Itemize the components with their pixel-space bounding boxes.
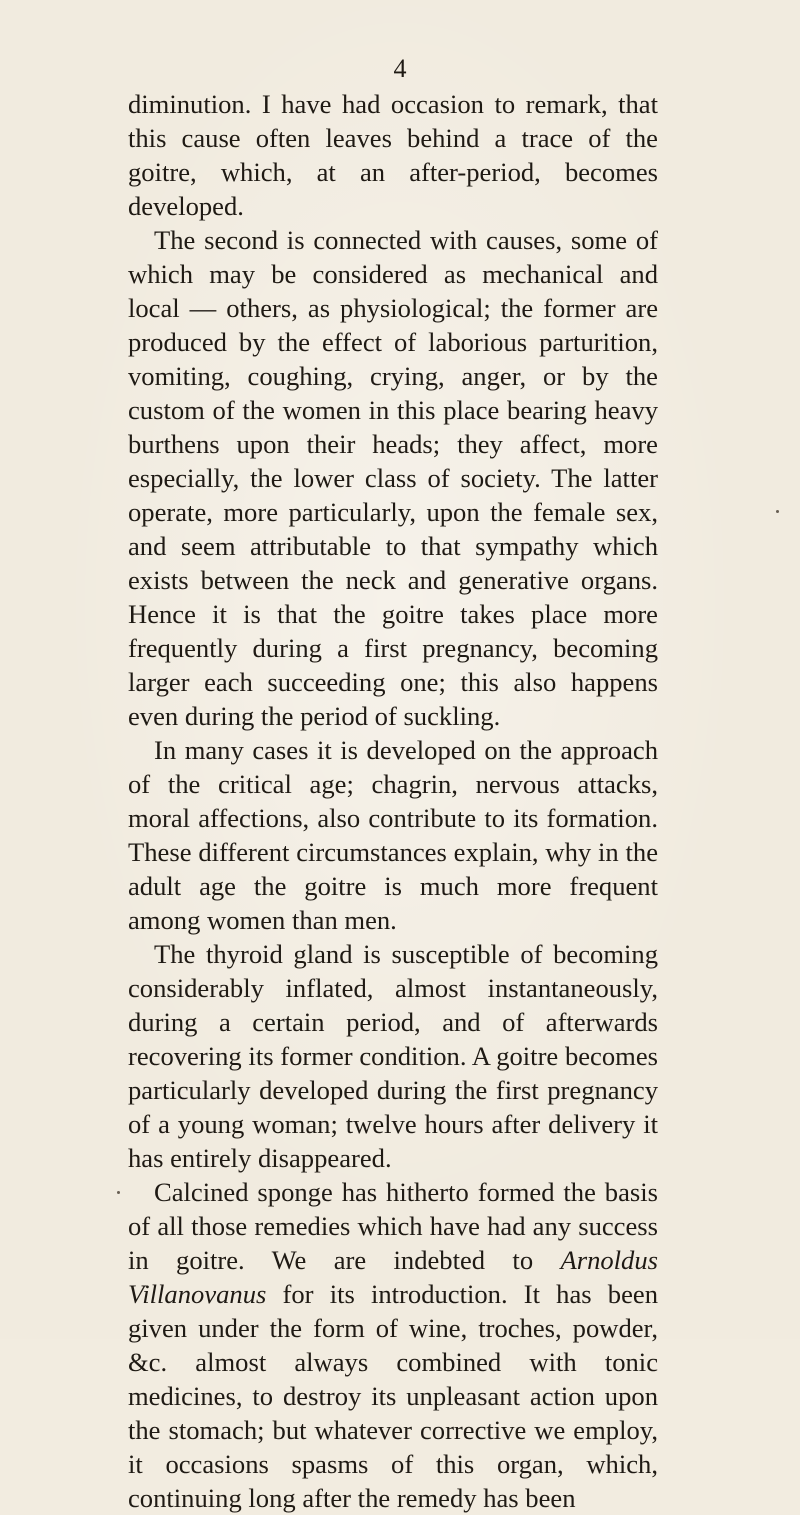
paragraph-1 — [128, 87, 658, 223]
margin-speck-1 — [776, 510, 779, 513]
page-number: 4 — [393, 54, 407, 83]
paragraph-1-text: diminution. I have had occasion to remark, that this cause often leaves behind a trace of the goitre, which, at an after-period, becomes developed. — [128, 89, 658, 221]
paragraph-2-text: The second is connected with causes, some of which may be considered as mechanical and local — others, as physiological; the former are produced by the effect of laborious parturition, vomiting, coughing, crying, anger, or by the custom of the women in this place bearing heavy burthens upon their heads; they affect, more especially, the lower class of society. The latter operate, more particularly, upon the female sex, and seem attributable to that sympathy which exists between the neck and generative organs. Hence it is that the goitre takes place more frequently during a first pregnancy, becoming larger each succeeding one; this also happens even during the period of suckling. — [128, 225, 658, 731]
paragraph-5-text-b: for its introduction. It has been given under the form of wine, troches, powder, &c. almost always combined with tonic medicines, to destroy its unpleasant action upon the stomach; but whatever corrective we employ, it occasions spasms of this organ, which, continuing long after the remedy has been — [128, 1279, 658, 1513]
paragraph-4-text: The thyroid gland is susceptible of becoming considerably inflated, almost instantaneously, during a certain period, and of afterwards recovering its former condition. A goitre becomes particularly developed during the first pregnancy of a young woman; twelve hours after delivery it has entirely disappeared. — [128, 939, 658, 1173]
paragraph-5 — [128, 1175, 658, 1515]
paragraph-4 — [128, 937, 658, 1175]
body-text — [128, 87, 658, 1515]
paragraph-3 — [128, 733, 658, 937]
paragraph-3-text: In many cases it is developed on the approach of the critical age; chagrin, nervous attacks, moral affections, also contribute to its formation. These different circumstances explain, why in the adult age the goitre is much more frequent among women than men. — [128, 735, 658, 935]
author-name: Arnoldus Villanovanus — [128, 1245, 658, 1309]
paragraph-2 — [128, 223, 658, 733]
margin-speck-2 — [117, 1191, 120, 1194]
paragraph-5-text-a: Calcined sponge has hitherto formed the basis of all those remedies which have had any success in goitre. We are indebted to — [128, 1177, 658, 1275]
